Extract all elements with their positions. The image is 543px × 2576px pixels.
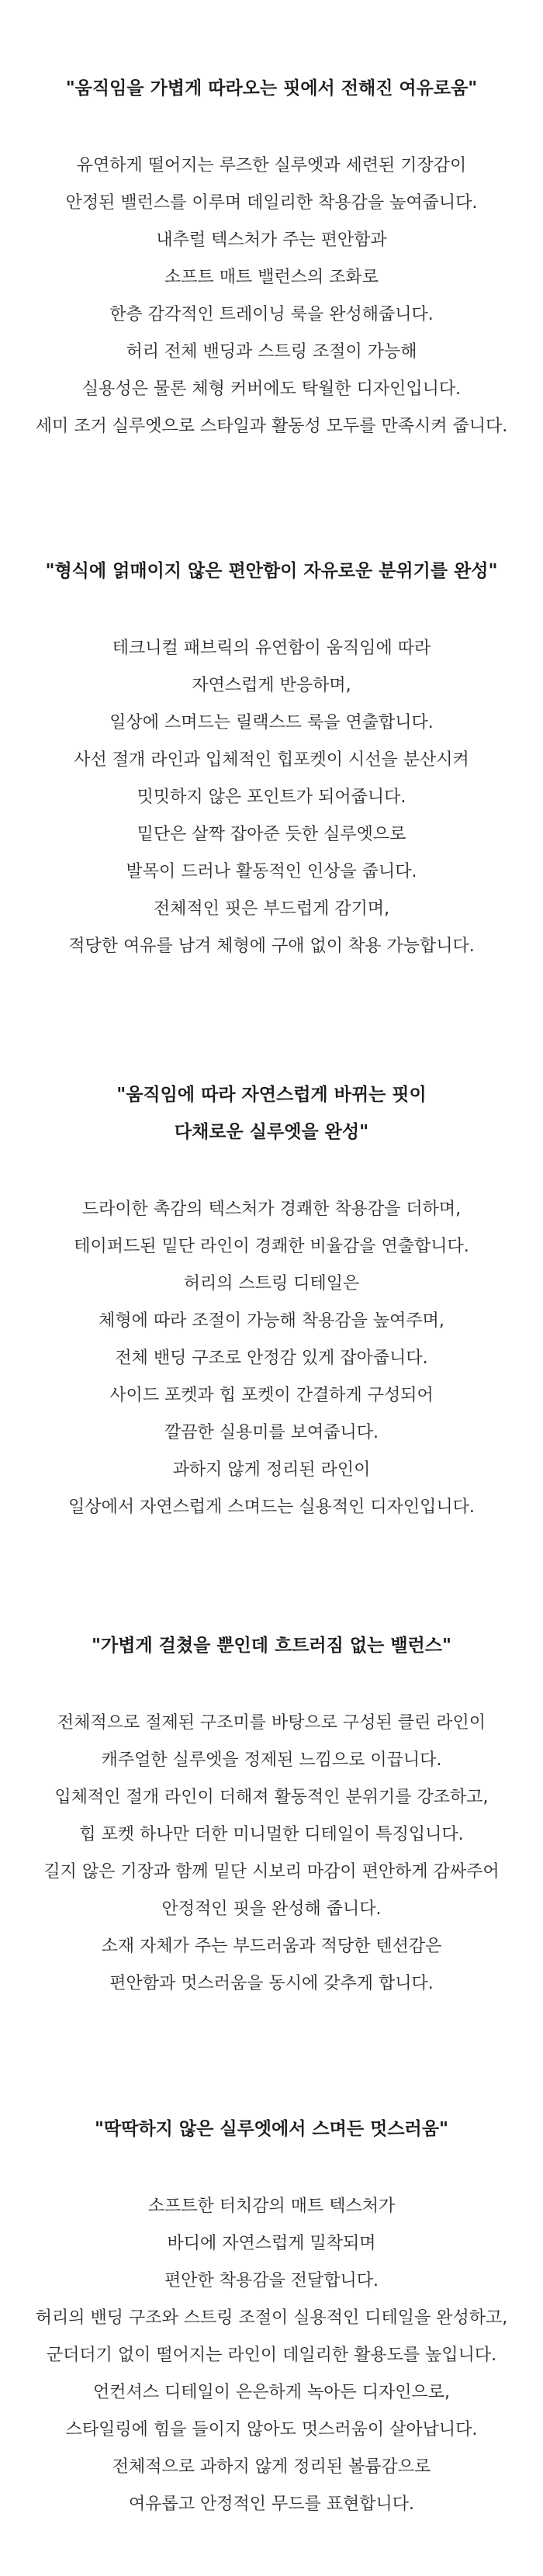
body-line: 허리의 스트링 디테일은 [183,1274,360,1293]
section-heading [0,70,543,107]
body-line: 한층 감각적인 트레이닝 룩을 완성해줍니다. [109,305,434,324]
description-section-2 [0,552,543,965]
body-line: 테크니컬 패브릭의 유연함이 움직임에 따라 [112,639,431,658]
body-line: 군더더기 없이 떨어지는 라인이 데일리한 활용도를 높입니다. [46,2346,497,2365]
body-line: 안정된 밸런스를 이루며 데일리한 착용감을 높여줍니다. [65,193,478,213]
body-line: 체형에 따라 조절이 가능해 착용감을 높여주며, [99,1311,444,1331]
heading-line: "딱딱하지 않은 실루엣에서 스며든 멋스러움" [95,2119,448,2139]
description-section-1 [0,70,543,445]
section-heading [0,1627,543,1664]
description-section-4 [0,1627,543,2003]
heading-line: "움직임에 따라 자연스럽게 바뀌는 핏이 [116,1085,427,1105]
heading-line: "형식에 얽매이지 않은 편안함이 자유로운 분위기를 완성" [45,561,498,581]
body-line: 세미 조거 실루엣으로 스타일과 활동성 모두를 만족시켜 줍니다. [35,417,508,436]
body-line: 실용성은 물론 체형 커버에도 탁월한 디자인입니다. [81,379,462,399]
body-line: 바디에 자연스럽게 밀착되며 [167,2234,376,2253]
heading-line: "움직임을 가볍게 따라오는 핏에서 전해진 여유로움" [65,78,478,99]
body-line: 사이드 포켓과 힙 포켓이 간결하게 구성되어 [109,1386,434,1405]
body-line: 내추럴 텍스처가 주는 편안함과 [156,230,387,250]
body-line: 전체적으로 과하지 않게 정리된 볼륨감으로 [112,2457,431,2477]
section-body [0,630,543,965]
body-line: 편안함과 멋스러움을 동시에 갖추게 합니다. [109,1974,434,1993]
body-line: 허리의 밴딩 구조와 스트링 조절이 실용적인 디테일을 완성하고, [35,2308,508,2328]
body-line: 허리 전체 밴딩과 스트링 조절이 가능해 [126,342,417,362]
section-body [0,1191,543,1526]
body-line: 밑단은 살짝 잡아준 듯한 실루엣으로 [137,825,406,844]
body-line: 적당한 여유를 남겨 체형에 구애 없이 착용 가능합니다. [68,937,475,956]
body-line: 힙 포켓 하나만 더한 미니멀한 디테일이 특징입니다. [79,1825,464,1844]
body-line: 발목이 드러나 활동적인 인상을 줍니다. [126,862,417,881]
section-body [0,147,543,445]
heading-line: "가볍게 걸쳤을 뿐인데 흐트러짐 없는 밸런스" [92,1636,451,1656]
body-line: 자연스럽게 반응하며, [192,676,351,695]
body-line: 소프트 매트 밸런스의 조화로 [164,268,379,287]
body-line: 여유롭고 안정적인 무드를 표현합니다. [128,2495,414,2514]
body-line: 일상에 스며드는 릴랙스드 룩을 연출합니다. [109,713,434,732]
section-heading [0,1076,543,1151]
body-line: 입체적인 절개 라인이 더해져 활동적인 분위기를 강조하고, [54,1788,489,1807]
section-heading [0,552,543,590]
body-line: 언컨셔스 디테일이 은은하게 녹아든 디자인으로, [92,2383,450,2402]
body-line: 과하지 않게 정리된 라인이 [172,1460,371,1480]
body-line: 길지 않은 기장과 함께 밑단 시보리 마감이 편안하게 감싸주어 [43,1862,500,1882]
body-line: 스타일링에 힘을 들이지 않아도 멋스러움이 살아납니다. [65,2420,478,2439]
body-line: 소프트한 터치감의 매트 텍스처가 [147,2197,396,2216]
body-line: 밋밋하지 않은 포인트가 되어줍니다. [137,788,406,807]
description-section-3 [0,1076,543,1526]
body-line: 전체 밴딩 구조로 안정감 있게 잡아줍니다. [115,1349,428,1368]
section-body [0,2188,543,2523]
section-heading [0,2110,543,2148]
section-body [0,1705,543,2003]
body-line: 테이퍼드된 밑단 라인이 경쾌한 비율감을 연출합니다. [74,1237,469,1256]
body-line: 전체적으로 절제된 구조미를 바탕으로 구성된 클린 라인이 [57,1713,486,1733]
body-line: 소재 자체가 주는 부드러움과 적당한 텐션감은 [101,1937,442,1956]
body-line: 안정적인 핏을 완성해 줍니다. [161,1899,382,1919]
body-line: 깔끔한 실용미를 보여줍니다. [164,1423,379,1442]
body-line: 일상에서 자연스럽게 스며드는 실용적인 디자인입니다. [68,1497,475,1517]
heading-line: 다채로운 실루엣을 완성" [174,1122,369,1142]
description-section-5 [0,2110,543,2523]
body-line: 전체적인 핏은 부드럽게 감기며, [153,899,390,919]
body-line: 캐주얼한 실루엣을 정제된 느낌으로 이끕니다. [101,1750,442,1770]
body-line: 사선 절개 라인과 입체적인 힙포켓이 시선을 분산시켜 [74,750,469,770]
body-line: 드라이한 촉감의 텍스처가 경쾌한 착용감을 더하며, [81,1200,462,1219]
body-line: 유연하게 떨어지는 루즈한 실루엣과 세련된 기장감이 [76,156,467,175]
body-line: 편안한 착용감을 전달합니다. [164,2271,379,2290]
